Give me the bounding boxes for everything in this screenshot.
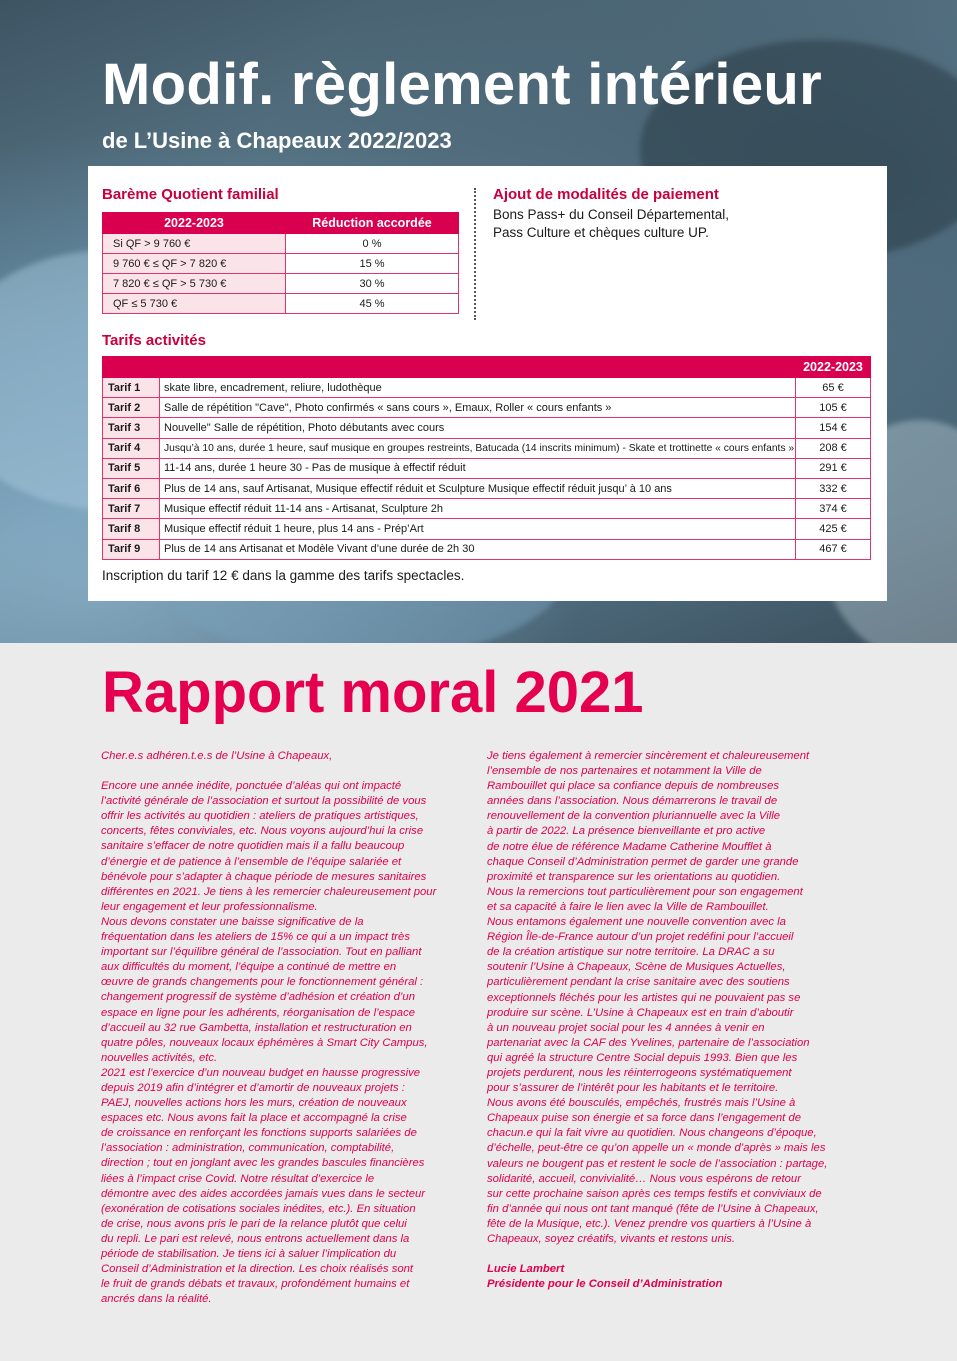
report-line: Conseil d’Administration et la direction. Les choix réalisés sont [101,1263,414,1276]
report-line: fête de la Musique, etc.). Venez prendre vos quartiers à l’Usine à [487,1217,812,1230]
report-line: et sa capacité à faire le lien avec la Ville de Rambouillet. [487,900,769,913]
report-line: Nous la remercions tout particulièrement pour son engagement [487,885,803,898]
signature-role: Présidente pour le Conseil d’Administration [487,1278,723,1291]
tarif-price: 105 € [796,398,871,418]
report-line: de la création artistique sur notre territoire. La DRAC a su [487,946,775,959]
report-line: particulièrement pendant la crise sanitaire avec des soutiens [487,976,790,989]
report-line: renouvellement de la convention pluriannuelle avec la Ville [487,810,781,823]
tarif-desc: 11-14 ans, durée 1 heure 30 - Pas de musique à effectif réduit [160,458,796,478]
report-line: Chapeaux, soyez créatifs, vivants et restons unis. [487,1233,736,1245]
report-paragraphs [487,749,855,1247]
spacer [487,1247,855,1262]
report-line: nouvelles activités, etc. [101,1051,218,1064]
report-line: Région Île-de-France autour d’un projet redéfini pour l’accueil [487,931,794,944]
report-line: de croissance en renforçant les fonctions supports salariées de [101,1127,417,1140]
tarif-price: 208 € [796,438,871,458]
payment-line: Bons Pass+ du Conseil Départemental, [493,207,730,222]
report-line: période de stabilisation. Je tiens ici à saluer l’implication du [101,1248,397,1260]
tarif-name: Tarif 8 [103,519,160,539]
report-line: d’accueil au 32 rue Gambetta, installation et restructuration en [101,1021,412,1034]
tarif-price: 291 € [796,458,871,478]
report-line: Rambouillet qui place sa confiance depuis de nombreuses [487,780,780,793]
table-header-row [103,213,459,234]
tarif-name: Tarif 1 [103,378,160,398]
tarif-desc: skate libre, encadrement, reliure, ludothèque [160,378,796,398]
table-row [103,458,871,478]
tarif-desc: Musique effectif réduit 11-14 ans - Artisanat, Sculpture 2h [160,499,796,519]
signature-name: Lucie Lambert [487,1263,565,1276]
table-row [103,418,871,438]
report-line: leur engagement et leur professionnalisme. [101,900,318,913]
tarif-desc: Nouvelle" Salle de répétition, Photo débutants avec cours [160,418,796,438]
payment-text [493,206,729,242]
tarif-desc: Musique effectif réduit 1 heure, plus 14 ans - Prép’Art [160,519,796,539]
tarif-name: Tarif 2 [103,398,160,418]
page-title: Modif. règlement intérieur [102,52,822,117]
tarif-price: 65 € [796,378,871,398]
report-line: espace en ligne pour les adhérents, réorganisation de l’espace [101,1006,416,1019]
tarif-desc: Plus de 14 ans, sauf Artisanat, Musique effectif réduit et Sculpture Musique effectif réduit jusqu’ à 10 ans [160,478,796,498]
tarif-name: Tarif 9 [103,539,160,559]
report-line: d’énergie et de patience à l’ensemble de l’équipe salariée et [101,855,402,868]
report-line: exceptionnels fléchés pour les artistes qui ne pouvaient pas se [487,991,801,1004]
report-line: Nous devons constater une baisse significative de la [101,915,364,928]
table-header-row [103,357,871,378]
report-line: chaque Conseil d’Administration permet de garder une grande [487,855,799,868]
report-line: espaces etc. Nous avons fait la place et accompagné la crise [101,1112,407,1125]
info-panel [88,166,887,601]
report-line: valeurs ne bougent pas et restent le socle de l’association : partage, [487,1157,828,1170]
report-line: produire sur scène. L’Usine à Chapeaux est en train d’aboutir [487,1006,794,1019]
report-line: Encore une année inédite, ponctuée d’aléas qui ont impacté [101,780,402,793]
report-line: ancrés dans la réalité. [101,1293,212,1306]
qf-range: QF ≤ 5 730 € [103,294,286,314]
report-line: œuvre de grands changements pour le fonctionnement général : [101,976,424,989]
qf-reduction: 30 % [286,274,459,294]
tarif-price: 425 € [796,519,871,539]
report-line: sanitaire s’effacer de notre quotidien mais il a fallu beaucoup [101,840,405,853]
report-column-right [487,749,855,1292]
table-row [103,539,871,559]
table-row [103,438,871,458]
tarif-name: Tarif 4 [103,438,160,458]
qf-range: 9 760 € ≤ QF > 7 820 € [103,254,286,274]
report-line: solidarité, accueil, convivialité… Nous vous espérons de retour [487,1172,801,1185]
report-line: direction ; tout en jonglant avec les grandes bascules financières [101,1157,425,1170]
tarif-name: Tarif 6 [103,478,160,498]
tarif-price: 374 € [796,499,871,519]
table-row [103,499,871,519]
column-header: Réduction accordée [286,213,459,234]
report-line: l’association : administration, communication, comptabilité, [101,1142,395,1155]
table-row [103,274,459,294]
header-cell [103,357,160,378]
report-line: aux difficultés du moment, l’équipe a continué de mettre en [101,961,397,974]
column-header: 2022-2023 [103,213,286,234]
report-title: Rapport moral 2021 [102,660,644,725]
report-line: (exonération de cotisations sociales inédites, etc.). En situation [101,1202,416,1215]
report-line: le fruit de grands débats et travaux, profondément humains et [101,1278,410,1291]
qf-reduction: 15 % [286,254,459,274]
report-line: important sur l’équilibre général de l’association. Tout en palliant [101,946,422,959]
tarif-name: Tarif 3 [103,418,160,438]
qf-range: Si QF > 9 760 € [103,234,286,254]
report-line: partenariat avec la CAF des Yvelines, partenaire de l’association [487,1036,810,1049]
table-row [103,378,871,398]
report-line: démontre avec des aides accordées jamais vues dans le secteur [101,1187,426,1200]
report-line: à partir de 2022. La présence bienveillante et pro active [487,825,766,838]
report-line: années dans l’association. Nous démarrerons le travail de [487,795,778,808]
tarif-desc: Plus de 14 ans Artisanat et Modèle Vivant d’une durée de 2h 30 [160,539,796,559]
report-line: concerts, fêtes conviviales, etc. Nous voyons aujourd’hui la crise [101,825,424,838]
report-line: proximité et transparence sur les orientations au quotidien. [487,870,781,883]
report-line [101,764,469,779]
report-line: fin d’année qui nous ont tant manqué (fête de l’Usine à Chapeaux, [487,1202,819,1215]
report-line: Nous entamons également une nouvelle convention avec la [487,916,786,929]
tarif-price: 154 € [796,418,871,438]
table-row [103,478,871,498]
report-line: de notre élue de référence Madame Catherine Moufflet à [487,840,772,853]
report-line: pour s’assurer de l’intérêt pour les habitants et le territoire. [487,1082,779,1095]
table-row [103,398,871,418]
report-line: projets perdurent, nous les réinterrogeons systématiquement [487,1066,792,1079]
report-line: chacun.e qui la fait vivre au quotidien. Nous changeons d’époque, [487,1127,817,1140]
tarif-desc: Jusqu’à 10 ans, durée 1 heure, sauf musique en groupes restreints, Batucada (14 inscrits minimum) - Skate et trottinette « cours enfants » [160,438,796,458]
tarif-price: 332 € [796,478,871,498]
report-line: l’ensemble de nos partenaires et notamment la Ville de [487,765,762,778]
report-line: de crise, nous avons pris le pari de la relance plutôt que celui [101,1217,407,1230]
table-row [103,294,459,314]
page-subtitle: de L’Usine à Chapeaux 2022/2023 [102,128,452,153]
qf-reduction: 0 % [286,234,459,254]
payment-title: Ajout de modalités de paiement [493,186,719,203]
tarifs-title: Tarifs activités [102,332,206,349]
header-banner [0,0,957,643]
table-row [103,254,459,274]
report-line: sur cette prochaine saison après ces temps festifs et conviviaux de [487,1187,822,1200]
report-line: depuis 2019 afin d’intégrer et d’amortir de nouveaux projets : [101,1081,405,1094]
report-line: changement progressif de système d’adhésion et création d’un [101,991,415,1004]
qf-range: 7 820 € ≤ QF > 5 730 € [103,274,286,294]
report-line: fréquentation dans les ateliers de 15% ce qui a un impact très [101,931,410,944]
tarif-name: Tarif 5 [103,458,160,478]
dotted-divider [474,188,476,320]
report-line: Cher.e.s adhéren.t.e.s de l’Usine à Chapeaux, [101,750,333,762]
table-row [103,519,871,539]
report-line: 2021 est l’exercice d’un nouveau budget en hausse progressive [101,1066,421,1079]
report-line: soutenir l’Usine à Chapeaux, Scène de Musiques Actuelles, [487,961,786,974]
qf-reduction: 45 % [286,294,459,314]
tarifs-table [102,356,871,560]
report-line: offrir les activités au quotidien : ateliers de pratiques artistiques, [101,810,419,823]
report-line: l’activité générale de l’association et surtout la possibilité de vous [101,795,427,808]
report-line: du repli. Le pari est relevé, nous entrons actuellement dans la [101,1232,410,1245]
report-column-left [101,749,469,1307]
payment-line: Pass Culture et chèques culture UP. [493,224,709,240]
table-row [103,234,459,254]
report-line: liées à l’impact crise Covid. Notre résultat d’exercice le [101,1172,375,1185]
report-line: Je tiens également à remercier sincèrement et chaleureusement [487,750,810,762]
tarif-desc: Salle de répétition "Cave", Photo confirmés « sans cours », Emaux, Roller « cours enfants » [160,398,796,418]
header-cell [160,357,796,378]
report-line: d’échelle, peut-être ce qu’on appelle un « monde d’après » mais les [487,1142,826,1155]
report-line: qui agréé la structure Centre Social depuis 1993. Bien que les [487,1051,798,1064]
tarif-price: 467 € [796,539,871,559]
report-line: Nous avons été bousculés, empêchés, frustrés mais l’Usine à [487,1097,796,1110]
report-line: Chapeaux puise son énergie et sa force dans l’engagement de [487,1112,802,1125]
quotient-title: Barème Quotient familial [102,186,279,203]
report-line: PAEJ, nouvelles actions hors les murs, création de nouveaux [101,1097,407,1110]
report-line: quatre pôles, nouveaux locaux éphémères à Smart City Campus, [101,1036,428,1049]
report-line: bénévole pour s’adapter à chaque période de mesures sanitaires [101,870,427,883]
quotient-table [102,212,459,314]
tarif-note: Inscription du tarif 12 € dans la gamme des tarifs spectacles. [102,568,465,583]
report-line: à un nouveau projet social pour les 4 années à venir en [487,1021,765,1034]
year-header: 2022-2023 [796,357,871,378]
tarif-name: Tarif 7 [103,499,160,519]
report-line: différentes en 2021. Je tiens à les remercier chaleureusement pour [101,885,437,898]
